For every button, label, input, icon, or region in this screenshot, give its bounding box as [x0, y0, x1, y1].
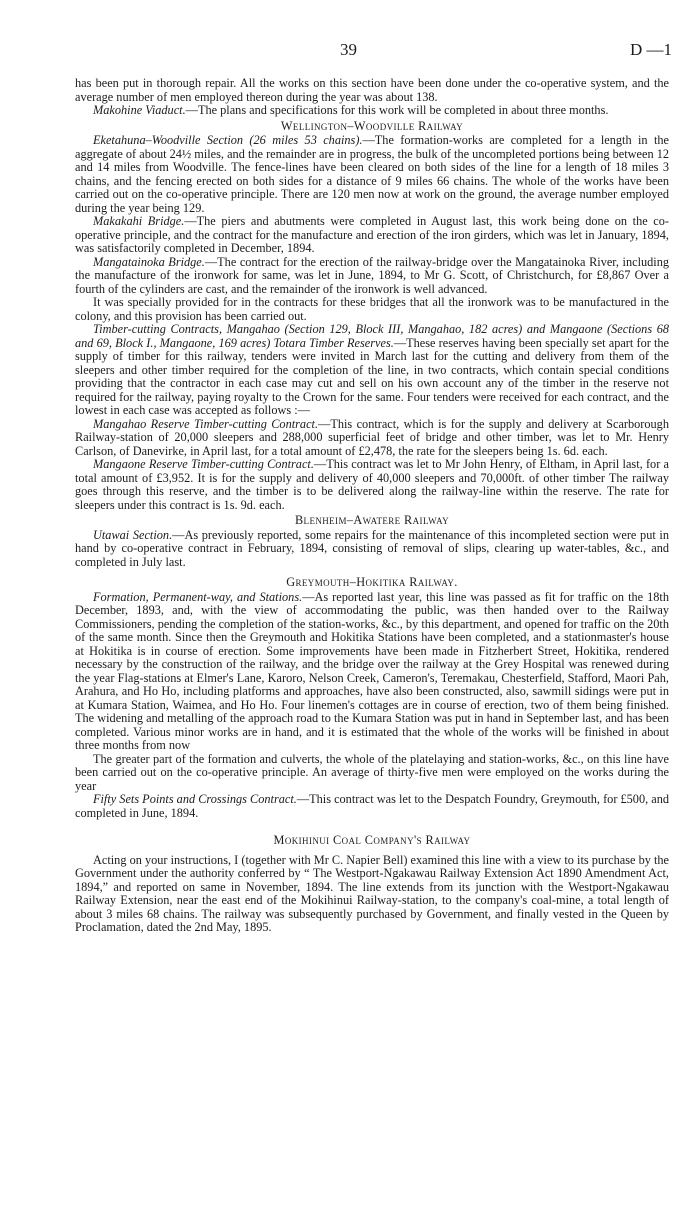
section-heading-mokihinui: Mokihinui Coal Company's Railway	[273, 833, 471, 847]
page-header	[0, 40, 700, 62]
paragraph-title: Formation, Permanent-way, and Stations.	[93, 589, 303, 604]
section-heading-blenheim-awatere: Blenheim–Awatere Railway	[294, 513, 450, 527]
paragraph-text: —The piers and abutments were completed in August last, this work being done on the co-operative principle, and the contract for the manufacture and erection of the iron girders, which was let in January, 1894, was satisfactorily completed in December, 1894.	[75, 214, 669, 255]
paragraph-text: —The formation-works are completed for a length in the aggregate of about 24½ miles, and the remainder are in progress, the bulk of the uncompleted portions being between 12 and 14 miles from Woodville. The fence-lines have been cleared on both sides of the line for a length of 18 miles 3 chains, and the fencing erected on both sides for a distance of 9 miles 66 chains. The whole of the works have been carried out on the co-operative principle. There are 120 men now at work on the ground, the average number employed during the year being 129.	[75, 133, 669, 215]
paragraph-utawai-section	[75, 529, 669, 570]
paragraph-text: It was specially provided for in the contracts for these bridges that all the ironwork was to be manufactured in the colony, and this provision has been carried out.	[75, 295, 669, 323]
paragraph-title: Eketahuna–Woodville Section (26 miles 53 chains).	[93, 133, 363, 147]
paragraph-text: has been put in thorough repair. All the works on this section have been done under the co-operative system, and the average number of men employed thereon during the year was about 138.	[75, 76, 669, 104]
paragraph-title: Mangatainoka Bridge.	[93, 254, 205, 269]
paragraph-text: —This contract, which is for the supply and delivery at Scarborough Railway-station of 20,000 sleepers and 288,000 superficial feet of bridge and other timber, was let to Mr. Henry Carlson, of Danevirke, in April last, for a total amount of £2,478, the rate for the sleepers being 1s. 6d. each.	[75, 416, 669, 458]
page-reference: D —1	[629, 40, 672, 59]
paragraph-text: —The plans and specifications for this work will be completed in about three months.	[185, 103, 609, 117]
section-heading-wellington-woodville: Wellington–Woodville Railway	[280, 118, 464, 133]
paragraph-mangaone-reserve	[75, 458, 669, 512]
paragraph-text: —This contract was let to Mr John Henry, of Eltham, in April last, for a total amount of £3,952. It is for the supply and delivery of 40,000 sleepers and 70,000ft. of other timber The railway goes through this reserve, and the timber is to be delivered along the railway-line within the reserve. The rate for sleepers under this contract is 1s. 9d. each.	[75, 457, 669, 512]
paragraph-title: Mangaone Reserve Timber-cutting Contract.	[93, 457, 314, 471]
document-body	[75, 77, 669, 935]
paragraph-makohine-viaduct	[75, 104, 669, 118]
paragraph-title: Makohine Viaduct.	[93, 103, 186, 117]
paragraph-formation-stations	[75, 591, 669, 753]
paragraph-text: The greater part of the formation and culverts, the whole of the platelaying and station-works, &c., on this line have been carried out on the co-operative principle. An average of thirty-five men were employed on the works during the year	[75, 751, 669, 793]
paragraph-title: Timber-cutting Contracts, Mangahao (Section 129, Block III, Mangahao, 182 acres) and Mangaone (Sections 68 and 69, Block I., Mangaone, 169 acres) Totara Timber Reserves.	[75, 322, 669, 350]
paragraph-mangahao-reserve	[75, 418, 669, 459]
paragraph-points-crossings	[75, 793, 669, 820]
paragraph-title: Mangahao Reserve Timber-cutting Contract.	[93, 416, 319, 431]
paragraph-mokihinui-purchase	[75, 854, 669, 935]
paragraph-text: —This contract was let to the Despatch Foundry, Greymouth, for £500, and completed in June, 1894.	[75, 792, 670, 820]
paragraph-eketahuna-woodville	[75, 134, 669, 215]
paragraph-title: Utawai Section.	[93, 527, 173, 542]
paragraph-timber-cutting-contracts	[75, 323, 669, 418]
paragraph-makakahi-bridge	[75, 215, 669, 256]
paragraph-text: —The contract for the erection of the railway-bridge over the Mangatainoka River, including the manufacture of the ironwork for same, was let in June, 1894, to Mr G. Scott, of Christchurch, for £8,867 Over a fourth of the cylinders are cast, and the remainder of the ironwork is well advanced.	[75, 254, 670, 296]
paragraph-text: —As reported last year, this line was passed as fit for traffic on the 18th December, 1893, and, with the view of accommodating the public, was then handed over to the Railway Commissioners, pending the completion of the station-works, &c., by this department, and opened for traffic on the 20th of the same month. Since then the Greymouth and Hokitika Stations have been completed, and a stationmaster's house at Hokitika is in course of erection. Some improvements have been made in Fitzherbert Street, Hokitika, rendered necessary by the construction of the railway, and the bridge over the railway at the Grey Hospital was renewed during the year Flag-stations at Elmer's Lane, Karoro, Nelson Creek, Cameron's, Teremakau, Chesterfield, Stafford, Maori Pah, Arahura, and Ho Ho, including platforms and approaches, have also been constructed, also, sawmill sidings were put in at Kumara Station, Waimea, and Ho Ho. Four linemen's cottages are in course of erection, two of them being finished. The widening and metalling of the approach road to the Kumara Station was put in hand in September last, and has been completed. Various minor works are in hand, and it is estimated that the whole of the works will be finished in about three months from now	[75, 589, 669, 752]
paragraph-ironwork-colony	[75, 296, 669, 323]
paragraph-title: Fifty Sets Points and Crossings Contract.	[93, 792, 297, 806]
paragraph-continuation	[75, 77, 669, 104]
paragraph-co-operative-works	[75, 753, 669, 794]
section-heading-greymouth-hokitika: Greymouth–Hokitika Railway.	[286, 575, 458, 589]
paragraph-text: —As previously reported, some repairs for the maintenance of this incompleted section were put in hand by co-operative contract in February, 1894, consisting of removal of slips, clearing up water-tables, &c., and completed in July last.	[75, 527, 669, 569]
paragraph-text: Acting on your instructions, I (together with Mr C. Napier Bell) examined this line with a view to its purchase by the Government under the authority conferred by “ The Westport-Ngakawau Railway Extension Act 1890 Amendment Act, 1894,” and reported on same in November, 1894. The line extends from its junction with the Westport-Ngakawau Railway Extension, near the east end of the Mokihinui Railway-station, to the company's coal-mine, a total length of about 3 miles 68 chains. The railway was subsequently purchased by Government, and finally vested in the Queen by Proclamation, dated the 2nd May, 1895.	[75, 852, 669, 934]
paragraph-title: Makakahi Bridge.	[93, 214, 185, 228]
page-number: 39	[340, 40, 357, 59]
paragraph-text: —These reserves having been specially set apart for the supply of timber for this railway, tenders were invited in March last for the cutting and delivery from them of the sleepers and other timber required for the completion of the line, in two contracts, which contain special conditions providing that the contractor in each case may cut and sell on his own account any of the timber in the reserve not required for the railway, paying royalty to the Crown for the same. Four tenders were received for each contract, and the lowest in each case was accepted as follows :—	[75, 335, 669, 417]
paragraph-mangatainoka-bridge	[75, 256, 669, 297]
